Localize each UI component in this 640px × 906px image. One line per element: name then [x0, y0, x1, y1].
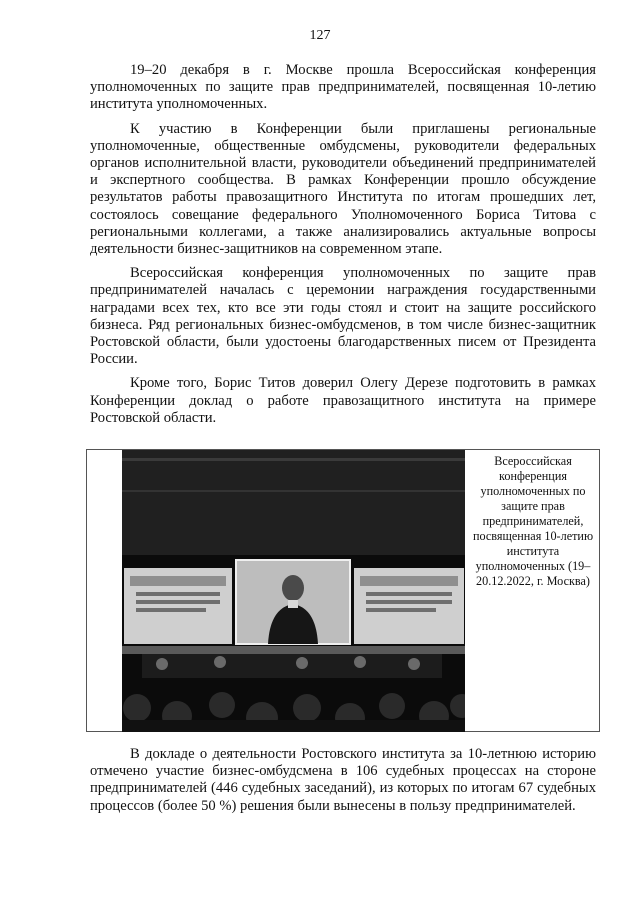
page-number: 127 — [309, 28, 331, 43]
paragraph: Кроме того, Борис Титов доверил Олегу Дерезе подготовить в рамках Конференции доклад о работе правозащитного института на примере Ростовской области. — [90, 375, 596, 426]
paragraph: В докладе о деятельности Ростовского института за 10-летнюю историю отмечено участие бизнес-омбудсмена в 106 судебных процессах на стороне предпринимателей (446 судебных заседаний), из которых по итогам 67 судебных процессов (более 50 %) решения были вынесены в пользу предпринимателей. — [90, 746, 596, 814]
paragraph: К участию в Конференции были приглашены региональные уполномоченные, общественные омбудсмены, руководители федеральных органов исполнительной власти, руководители объединений предпринимателей и экспертного сообщества. В рамках Конференции прошло обсуждение результатов работы правозащитного Института по итогам прошедших лет, состоялось совещание федерального Уполномоченного Бориса Титова с региональными коллегами, а также анализировались актуальные вопросы деятельности бизнес-защитников на современном этапе. — [90, 120, 596, 258]
paragraph: 19–20 декабря в г. Москве прошла Всероссийская конференция уполномоченных по защите прав предпринимателей, посвященная 10-летию института уполномоченных. — [90, 62, 596, 113]
body-text-bottom — [90, 746, 596, 822]
body-text-top — [90, 62, 596, 434]
figure-caption: Всероссийская конференция уполномоченных по защите прав предпринимателей, посвященная 10-летию института уполномоченных (19–20.12.2022, г. Москва) — [472, 454, 594, 588]
conference-photo — [122, 450, 465, 732]
figure-frame — [86, 449, 600, 732]
conference-photo-graphic — [122, 450, 465, 732]
paragraph: Всероссийская конференция уполномоченных по защите прав предпринимателей началась с церемонии награждения государственными наградами всех тех, кто все эти годы стоял и стоит на защите российского бизнеса. Ряд региональных бизнес-омбудсменов, в том числе бизнес-защитник Ростовской области, были удостоены благодарственных писем от Президента России. — [90, 265, 596, 368]
